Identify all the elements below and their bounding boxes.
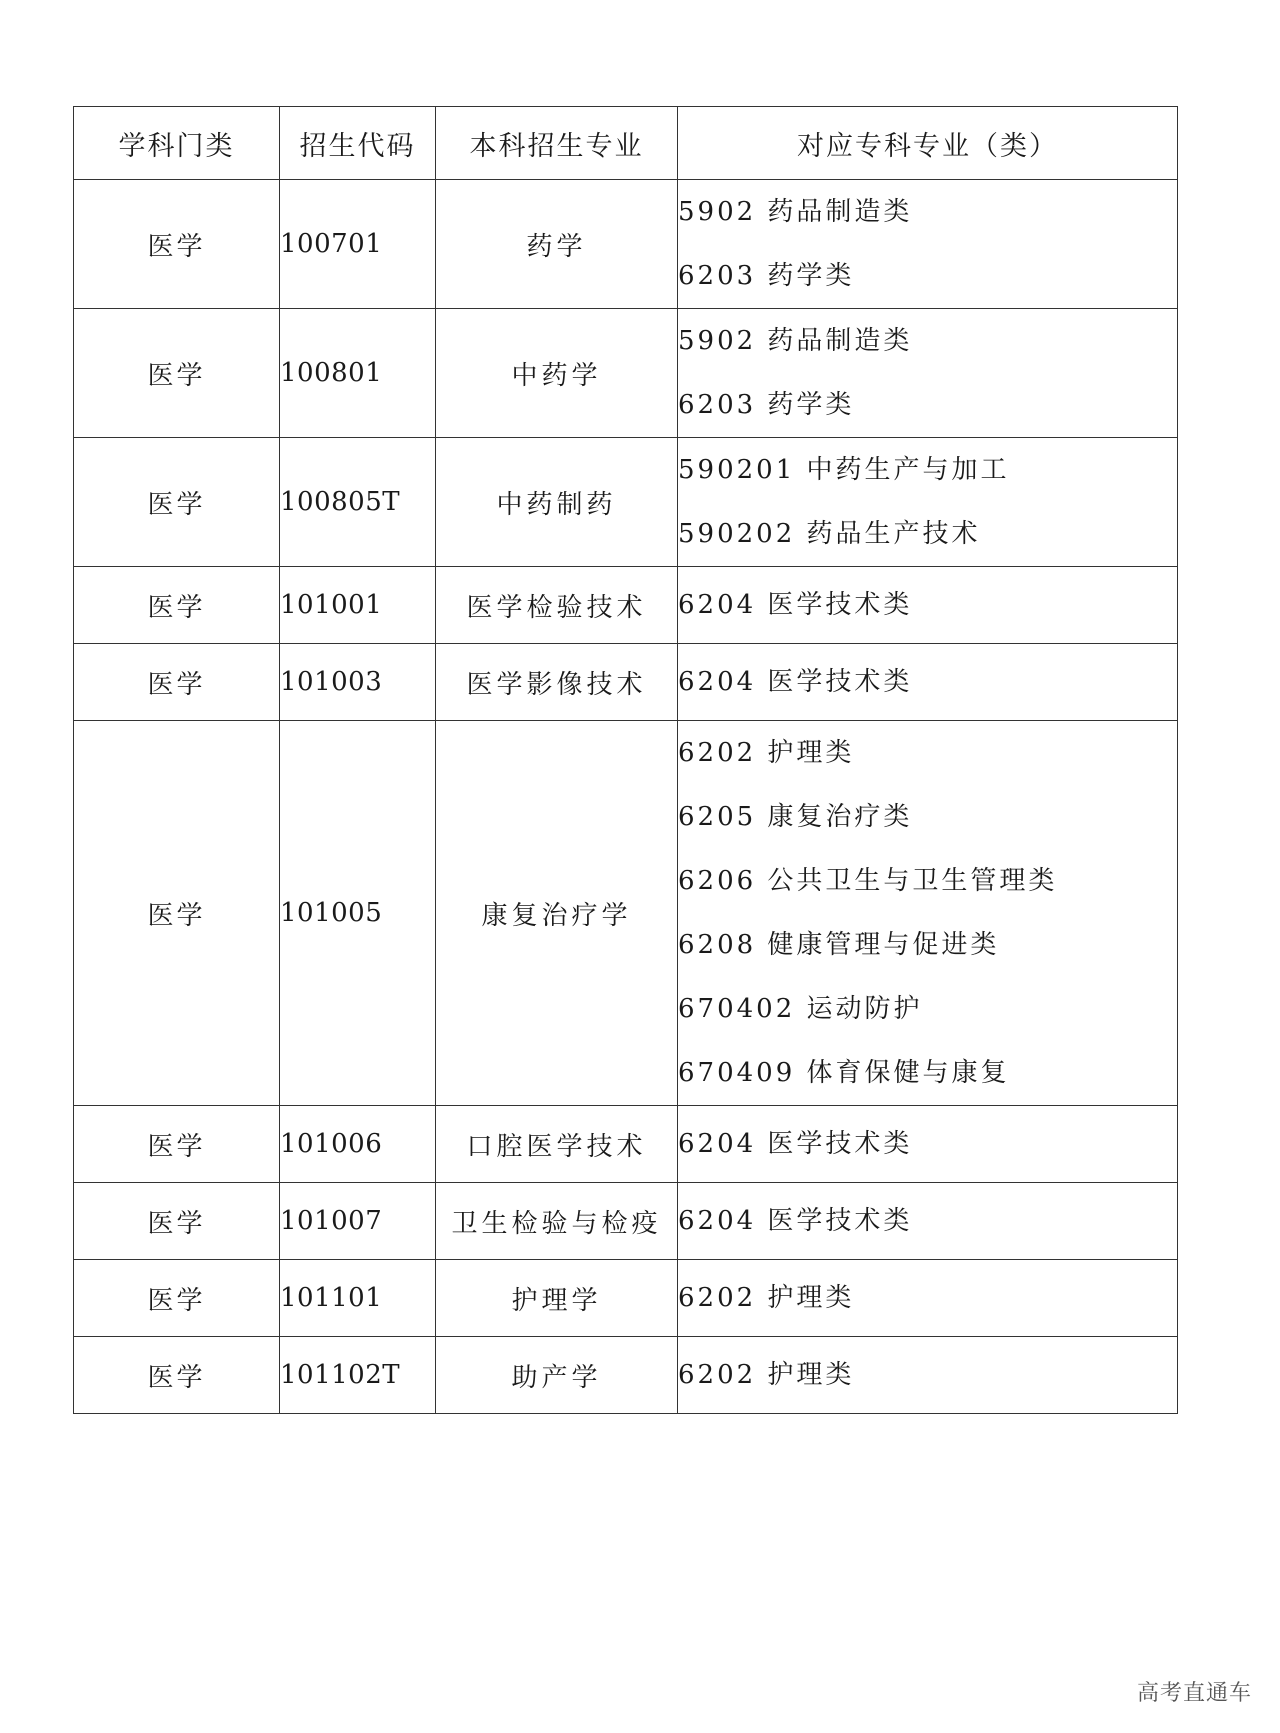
corresponding-major-line: 6203 药学类 [678,390,855,420]
major-cell: 医学影像技术 [436,644,678,721]
major-correspondence-table [73,106,1178,1414]
header-category: 学科门类 [74,107,280,180]
table-row [74,1183,1178,1260]
code-cell: 100805T [280,438,436,567]
header-code: 招生代码 [280,107,436,180]
corresponding-cell [678,180,1178,309]
code-cell: 101101 [280,1260,436,1337]
corresponding-major-line: 6202 护理类 [678,1360,855,1390]
major-cell: 康复治疗学 [436,721,678,1106]
corresponding-major-line: 6202 护理类 [678,1283,855,1313]
corresponding-major-line: 6208 健康管理与促进类 [678,930,1000,960]
corresponding-major-line: 6204 医学技术类 [678,667,913,697]
table-row [74,721,1178,1106]
major-cell: 助产学 [436,1337,678,1414]
category-cell: 医学 [74,1260,280,1337]
table-body [74,180,1178,1414]
table-row [74,180,1178,309]
corresponding-major-line: 6205 康复治疗类 [678,802,913,832]
corresponding-major-line: 590201 中药生产与加工 [678,455,1010,485]
corresponding-major-line: 670409 体育保健与康复 [678,1058,1010,1088]
table-row [74,1106,1178,1183]
code-cell: 101001 [280,567,436,644]
major-cell: 护理学 [436,1260,678,1337]
table-row [74,644,1178,721]
table-row [74,1260,1178,1337]
corresponding-major-line: 6204 医学技术类 [678,1129,913,1159]
corresponding-major-line: 6202 护理类 [678,738,855,768]
corresponding-major-line: 6204 医学技术类 [678,1206,913,1236]
corresponding-cell [678,1106,1178,1183]
corresponding-major-line: 5902 药品制造类 [678,326,913,356]
table-row [74,1337,1178,1414]
corresponding-major-line: 590202 药品生产技术 [678,519,981,549]
table-row [74,309,1178,438]
table-header-row [74,107,1178,180]
watermark-text: 高考直通车 [1136,1681,1252,1706]
code-cell: 101102T [280,1337,436,1414]
table-row [74,567,1178,644]
table-row [74,438,1178,567]
corresponding-cell [678,567,1178,644]
category-cell: 医学 [74,180,280,309]
major-cell: 药学 [436,180,678,309]
major-cell: 卫生检验与检疫 [436,1183,678,1260]
code-cell: 101007 [280,1183,436,1260]
category-cell: 医学 [74,1106,280,1183]
corresponding-major-line: 6206 公共卫生与卫生管理类 [678,866,1058,896]
category-cell: 医学 [74,309,280,438]
corresponding-major-line: 6203 药学类 [678,261,855,291]
corresponding-major-line: 6204 医学技术类 [678,590,913,620]
major-cell: 医学检验技术 [436,567,678,644]
corresponding-cell [678,1337,1178,1414]
corresponding-cell [678,721,1178,1106]
category-cell: 医学 [74,438,280,567]
category-cell: 医学 [74,644,280,721]
header-major: 本科招生专业 [436,107,678,180]
major-cell: 口腔医学技术 [436,1106,678,1183]
corresponding-cell [678,309,1178,438]
corresponding-cell [678,1260,1178,1337]
corresponding-cell [678,438,1178,567]
category-cell: 医学 [74,1183,280,1260]
corresponding-cell [678,1183,1178,1260]
code-cell: 100701 [280,180,436,309]
code-cell: 101003 [280,644,436,721]
code-cell: 100801 [280,309,436,438]
code-cell: 101006 [280,1106,436,1183]
category-cell: 医学 [74,1337,280,1414]
code-cell: 101005 [280,721,436,1106]
major-cell: 中药学 [436,309,678,438]
category-cell: 医学 [74,721,280,1106]
corresponding-cell [678,644,1178,721]
corresponding-major-line: 670402 运动防护 [678,994,923,1024]
corresponding-major-line: 5902 药品制造类 [678,197,913,227]
header-corresponding: 对应专科专业（类） [678,107,1178,180]
category-cell: 医学 [74,567,280,644]
major-cell: 中药制药 [436,438,678,567]
